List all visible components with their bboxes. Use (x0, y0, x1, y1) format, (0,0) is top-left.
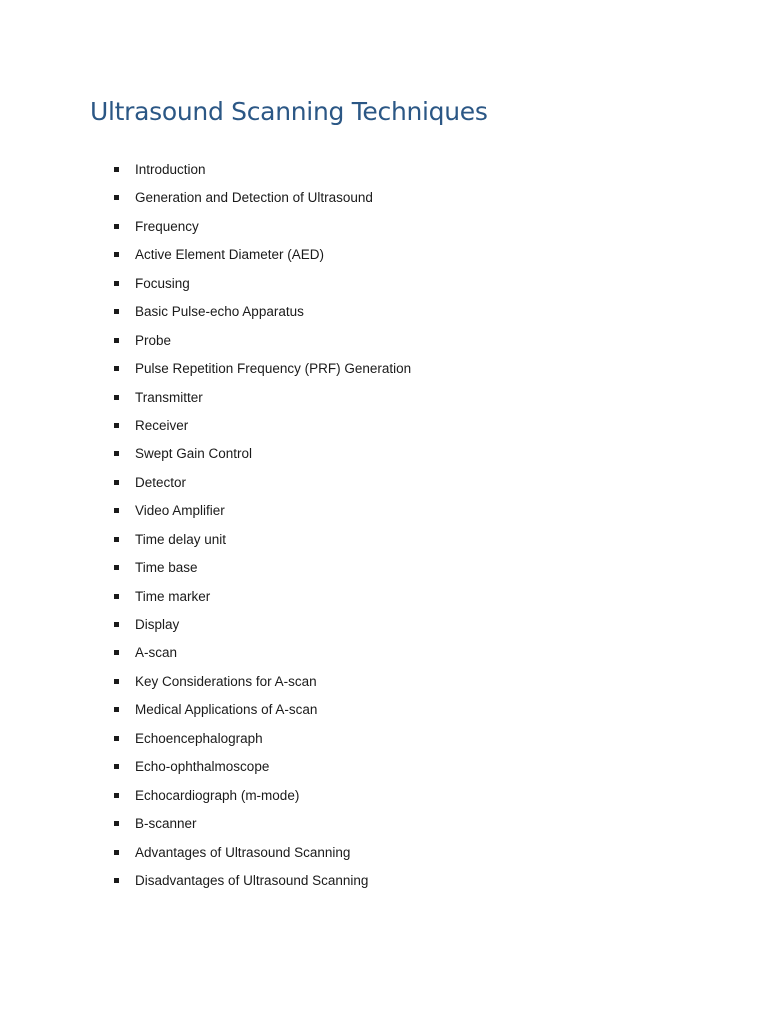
list-item (0, 270, 768, 298)
list-item (0, 839, 768, 867)
list-item-label: A-scan (135, 645, 178, 661)
list-item-label: Echo-ophthalmoscope (135, 759, 270, 775)
square-bullet-icon (114, 650, 119, 655)
list-item-label: Echoencephalograph (135, 730, 263, 746)
list-item (0, 469, 768, 497)
list-item-label: Detector (135, 474, 187, 490)
square-bullet-icon (114, 508, 119, 513)
list-item-label: Active Element Diameter (AED) (135, 247, 325, 263)
list-item (0, 156, 768, 184)
list-item (0, 184, 768, 212)
list-item (0, 725, 768, 753)
list-item (0, 440, 768, 468)
square-bullet-icon (114, 366, 119, 371)
square-bullet-icon (114, 565, 119, 570)
square-bullet-icon (114, 679, 119, 684)
list-item (0, 554, 768, 582)
list-item-label: Key Considerations for A-scan (135, 673, 317, 689)
square-bullet-icon (114, 195, 119, 200)
list-item-label: Echocardiograph (m-mode) (135, 787, 300, 803)
list-item-label: Frequency (135, 218, 199, 234)
list-item-label: Video Amplifier (135, 503, 225, 519)
list-item (0, 696, 768, 724)
list-item (0, 810, 768, 838)
list-item-label: B-scanner (135, 816, 197, 832)
square-bullet-icon (114, 252, 119, 257)
list-item (0, 867, 768, 895)
square-bullet-icon (114, 622, 119, 627)
list-item-label: Receiver (135, 417, 189, 433)
list-item (0, 611, 768, 639)
square-bullet-icon (114, 167, 119, 172)
square-bullet-icon (114, 395, 119, 400)
square-bullet-icon (114, 451, 119, 456)
page-title: Ultrasound Scanning Techniques (90, 97, 488, 126)
list-item (0, 213, 768, 241)
list-item (0, 583, 768, 611)
square-bullet-icon (114, 423, 119, 428)
list-item (0, 639, 768, 667)
square-bullet-icon (114, 764, 119, 769)
list-item (0, 384, 768, 412)
square-bullet-icon (114, 537, 119, 542)
square-bullet-icon (114, 224, 119, 229)
square-bullet-icon (114, 281, 119, 286)
list-item-label: Time marker (135, 588, 211, 604)
list-item (0, 526, 768, 554)
list-item (0, 753, 768, 781)
list-item-label: Swept Gain Control (135, 446, 253, 462)
list-item-label: Display (135, 617, 180, 632)
list-item (0, 412, 768, 440)
list-item-label: Focusing (135, 275, 190, 291)
list-item-label: Time base (135, 560, 198, 576)
square-bullet-icon (114, 309, 119, 314)
square-bullet-icon (114, 736, 119, 741)
list-item-label: Introduction (135, 162, 206, 177)
list-item-label: Medical Applications of A-scan (135, 702, 318, 718)
square-bullet-icon (114, 480, 119, 485)
list-item (0, 497, 768, 525)
list-item-label: Basic Pulse-echo Apparatus (135, 304, 304, 320)
list-item-label: Pulse Repetition Frequency (PRF) Generation (135, 361, 412, 377)
list-item (0, 327, 768, 355)
square-bullet-icon (114, 821, 119, 826)
square-bullet-icon (114, 707, 119, 712)
list-item (0, 355, 768, 383)
topic-list (0, 156, 768, 895)
square-bullet-icon (114, 793, 119, 798)
list-item-label: Time delay unit (135, 531, 227, 547)
list-item (0, 241, 768, 269)
list-item-label: Disadvantages of Ultrasound Scanning (135, 872, 369, 888)
square-bullet-icon (114, 594, 119, 599)
list-item-label: Probe (135, 332, 172, 348)
square-bullet-icon (114, 338, 119, 343)
list-item (0, 668, 768, 696)
square-bullet-icon (114, 878, 119, 883)
list-item-label: Transmitter (135, 389, 203, 405)
list-item-label: Advantages of Ultrasound Scanning (135, 844, 351, 860)
list-item-label: Generation and Detection of Ultrasound (135, 190, 373, 206)
list-item (0, 298, 768, 326)
square-bullet-icon (114, 850, 119, 855)
list-item (0, 782, 768, 810)
